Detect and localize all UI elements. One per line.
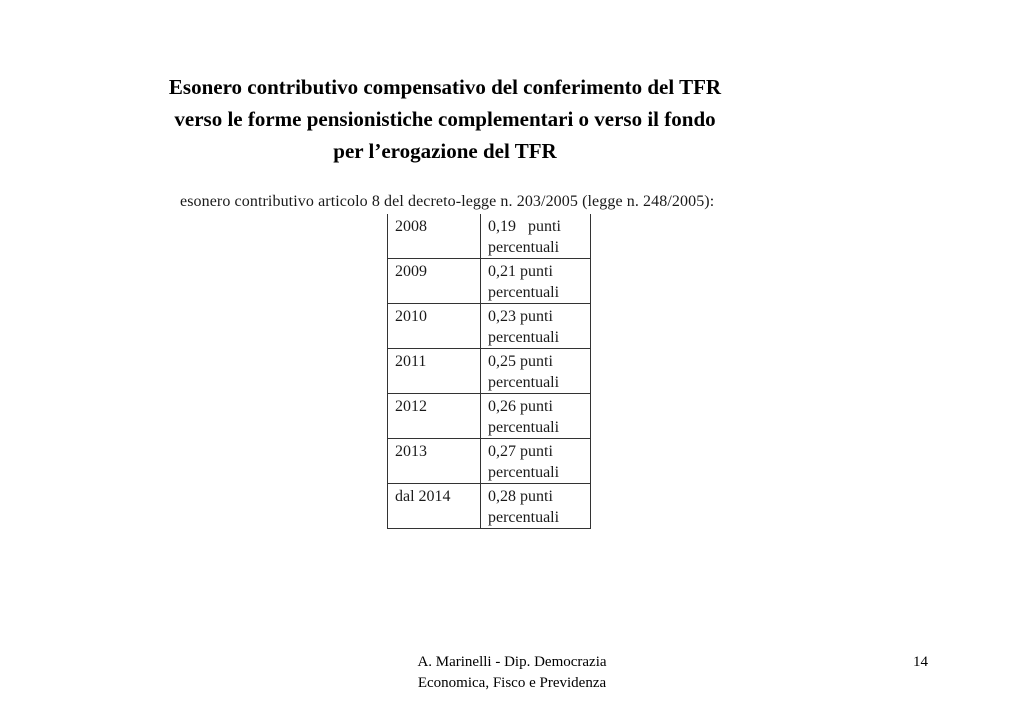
value-cell bbox=[481, 214, 591, 259]
slide-title-line-2: verso le forme pensionistiche complementari o verso il fondo bbox=[174, 107, 716, 131]
value-cell bbox=[481, 439, 591, 484]
value-unit: percentuali bbox=[488, 329, 560, 346]
value-unit: percentuali bbox=[488, 239, 560, 256]
year-cell: 2010 bbox=[388, 304, 481, 349]
value-cell bbox=[481, 259, 591, 304]
table-row bbox=[388, 214, 591, 259]
footer-line-2: Economica, Fisco e Previdenza bbox=[417, 675, 607, 691]
table-row bbox=[388, 304, 591, 349]
value-cell bbox=[481, 394, 591, 439]
value-amount: 0,23 punti bbox=[488, 308, 553, 325]
value-amount: 0,26 punti bbox=[488, 398, 553, 415]
table-row bbox=[388, 259, 591, 304]
table-row bbox=[388, 484, 591, 529]
value-cell bbox=[481, 484, 591, 529]
table-row bbox=[388, 349, 591, 394]
value-cell bbox=[481, 304, 591, 349]
value-unit: percentuali bbox=[488, 284, 560, 301]
page-number: 14 bbox=[913, 654, 928, 670]
year-cell: 2009 bbox=[388, 259, 481, 304]
value-amount: 0,27 punti bbox=[488, 443, 553, 460]
slide-title-line-1: Esonero contributivo compensativo del conferimento del TFR bbox=[168, 75, 722, 99]
value-unit: percentuali bbox=[488, 509, 560, 526]
value-amount: 0,21 punti bbox=[488, 263, 553, 280]
value-cell bbox=[481, 349, 591, 394]
year-cell: 2012 bbox=[388, 394, 481, 439]
value-amount: 0,25 punti bbox=[488, 353, 553, 370]
slide-title bbox=[70, 71, 820, 167]
value-unit: percentuali bbox=[488, 374, 560, 391]
value-amount: 0,19 punti bbox=[488, 218, 561, 235]
table-row bbox=[388, 394, 591, 439]
year-cell: dal 2014 bbox=[388, 484, 481, 529]
table-caption: esonero contributivo articolo 8 del decreto-legge n. 203/2005 (legge n. 248/2005): bbox=[180, 193, 715, 210]
value-unit: percentuali bbox=[488, 464, 560, 481]
value-unit: percentuali bbox=[488, 419, 560, 436]
table-row bbox=[388, 439, 591, 484]
year-cell: 2011 bbox=[388, 349, 481, 394]
year-cell: 2008 bbox=[388, 214, 481, 259]
footer-line-1: A. Marinelli - Dip. Democrazia bbox=[417, 654, 607, 670]
footer-author bbox=[372, 652, 652, 694]
year-cell: 2013 bbox=[388, 439, 481, 484]
value-amount: 0,28 punti bbox=[488, 488, 553, 505]
esonero-table bbox=[387, 214, 591, 529]
slide-title-line-3: per l’erogazione del TFR bbox=[333, 139, 557, 163]
